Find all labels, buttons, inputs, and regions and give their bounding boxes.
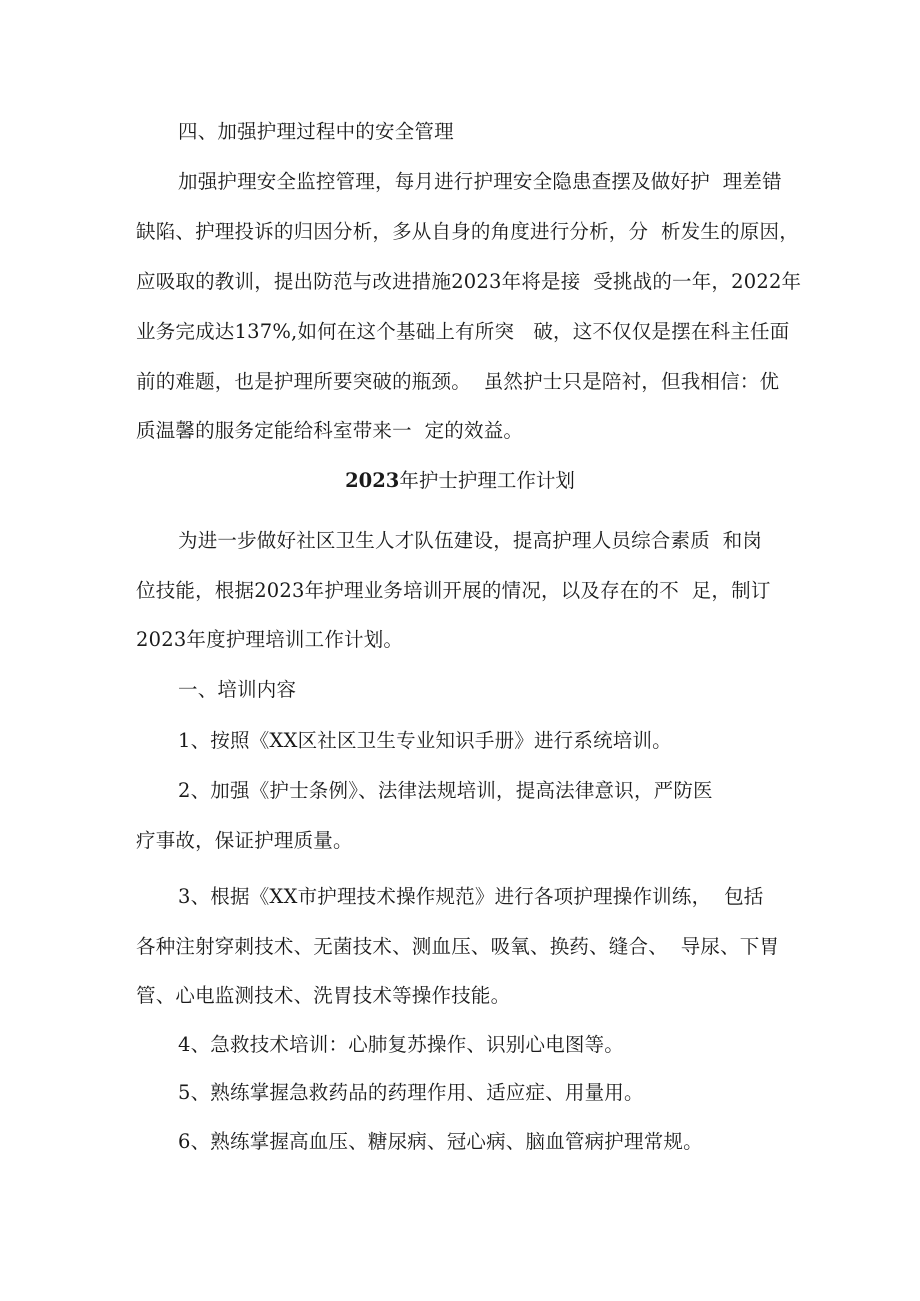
document-title — [0, 469, 920, 493]
title-year: 2023 — [345, 469, 400, 492]
paragraph-line: 应吸取的教训，提出防范与改进措施2023年将是接 受挑战的一年，2022年 — [136, 270, 802, 293]
paragraph-line: 业务完成达137%,如何在这个基础上有所突 破，这不仅仅是摆在科主任面 — [136, 320, 790, 343]
list-item-continuation: 管、心电监测技术、洗胃技术等操作技能。 — [136, 984, 511, 1007]
list-item-continuation: 疗事故，保证护理质量。 — [136, 829, 353, 852]
list-item: 4、急救技术培训：心肺复苏操作、识别心电图等。 — [178, 1033, 625, 1056]
list-item-continuation: 各种注射穿刺技术、无菌技术、测血压、吸氧、换药、缝合、 导尿、下胃 — [136, 935, 780, 958]
paragraph-line: 位技能，根据2023年护理业务培训开展的情况，以及存在的不 足，制订 — [136, 579, 771, 602]
title-text: 年护士护理工作计划 — [399, 469, 575, 492]
paragraph-line: 为进一步做好社区卫生人才队伍建设，提高护理人员综合素质 和岗 — [178, 529, 763, 552]
list-item: 5、熟练掌握急救药品的药理作用、适应症、用量用。 — [178, 1081, 644, 1104]
list-item: 3、根据《XX市护理技术操作规范》进行各项护理操作训练， 包括 — [178, 885, 764, 908]
list-item: 6、熟练掌握高血压、糖尿病、冠心病、脑血管病护理常规。 — [178, 1130, 703, 1153]
paragraph-line: 前的难题，也是护理所要突破的瓶颈。 虽然护士只是陪衬，但我相信：优 — [136, 370, 780, 393]
list-item: 1、按照《XX区社区卫生专业知识手册》进行系统培训。 — [178, 729, 672, 752]
section-heading-safety: 四、加强护理过程中的安全管理 — [178, 120, 454, 143]
paragraph-line: 质温馨的服务定能给科室带来一 定的效益。 — [136, 419, 524, 442]
paragraph-line: 加强护理安全监控管理，每月进行护理安全隐患查摆及做好护 理差错 — [178, 170, 782, 193]
section-heading-training: 一、培训内容 — [178, 678, 297, 701]
paragraph-line: 缺陷、护理投诉的归因分析，多从自身的角度进行分析，分 析发生的原因， — [136, 220, 799, 243]
list-item: 2、加强《护士条例》、法律法规培训，提高法律意识，严防医 — [178, 779, 713, 802]
paragraph-line: 2023年度护理培训工作计划。 — [136, 628, 404, 651]
